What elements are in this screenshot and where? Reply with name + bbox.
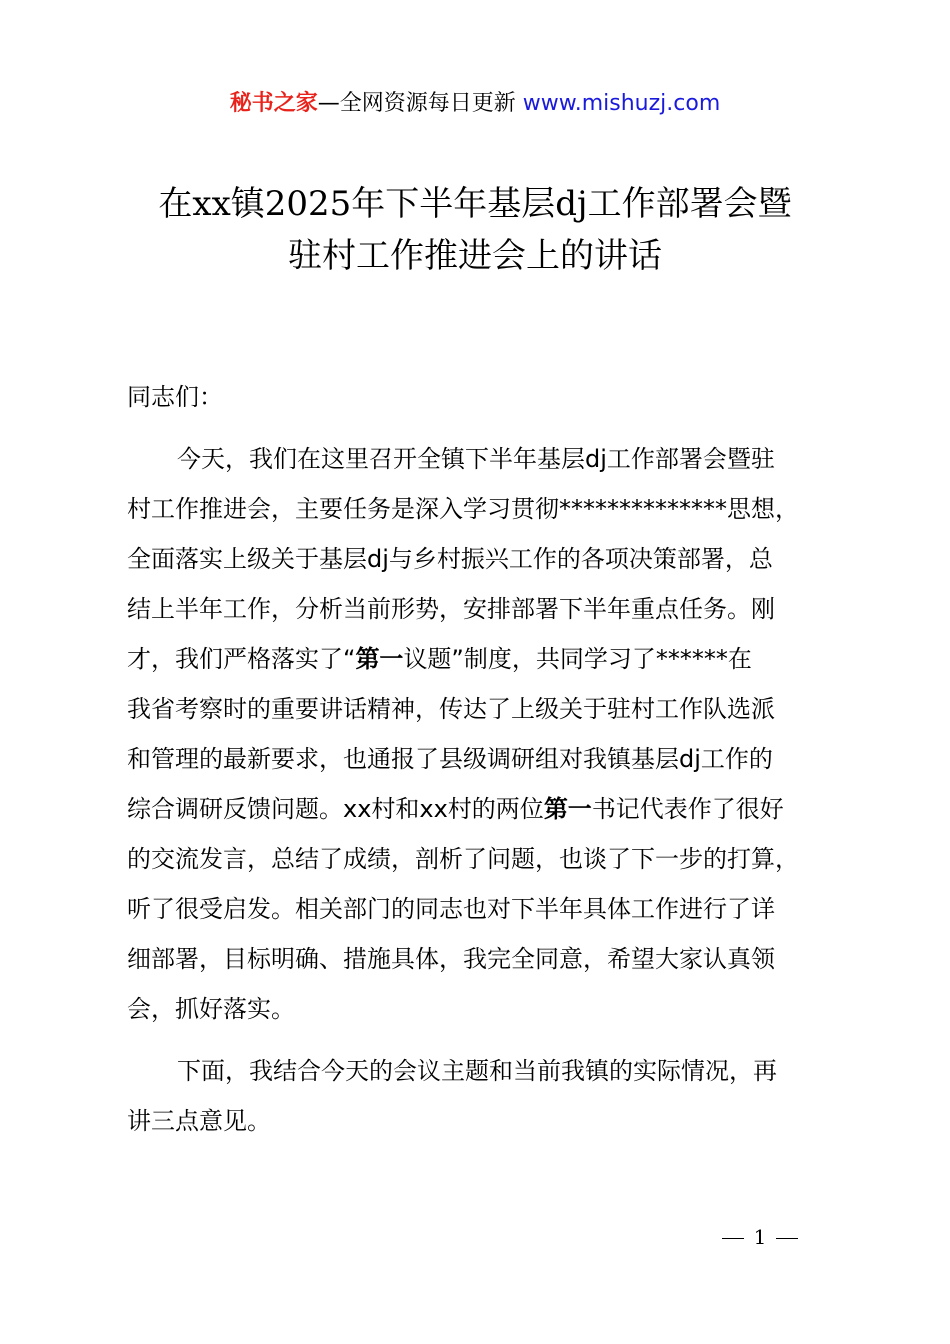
- paragraph-2: [127, 1046, 857, 1146]
- paragraph-line: 讲三点意见。: [127, 1107, 271, 1135]
- paragraph-line: 会，抓好落实。: [127, 995, 295, 1023]
- salutation: 同志们：: [127, 383, 223, 411]
- paragraph-line: 我省考察时的重要讲话精神，传达了上级关于驻村工作队选派: [127, 695, 775, 723]
- brand-name: 秘书之家: [229, 91, 318, 116]
- site-link[interactable]: www.mishuzj.com: [522, 91, 721, 116]
- paragraph-line: 才，我们严格落实了“第一议题”制度，共同学习了******在: [127, 645, 752, 673]
- paragraph-line: 结上半年工作，分析当前形势，安排部署下半年重点任务。刚: [127, 595, 775, 623]
- page-footer: [700, 1222, 820, 1252]
- header-tagline: —全网资源每日更新: [317, 91, 516, 116]
- paragraph-line: 和管理的最新要求，也通报了县级调研组对我镇基层dj工作的: [127, 745, 773, 773]
- paragraph-line: 听了很受启发。相关部门的同志也对下半年具体工作进行了详: [127, 895, 775, 923]
- paragraph-line: 细部署，目标明确、措施具体，我完全同意，希望大家认真领: [127, 945, 775, 973]
- paragraph-line: 的交流发言，总结了成绩，剖析了问题，也谈了下一步的打算，: [127, 845, 799, 873]
- page-number: 1: [753, 1225, 767, 1249]
- document-body: [127, 372, 857, 1158]
- emphasis-text: 第一: [355, 645, 404, 673]
- paragraph-1: [127, 434, 857, 1034]
- site-header: [0, 88, 950, 120]
- paragraph-line: 下面，我结合今天的会议主题和当前我镇的实际情况，再: [177, 1057, 777, 1085]
- paragraph-line: 综合调研反馈问题。xx村和xx村的两位第一书记代表作了很好: [127, 795, 784, 823]
- title-line-2: 驻村工作推进会上的讲话: [288, 236, 662, 276]
- title-line-1: 在xx镇2025年下半年基层dj工作部署会暨: [158, 184, 792, 224]
- footer-dash-left: [722, 1238, 744, 1239]
- paragraph-line: 全面落实上级关于基层dj与乡村振兴工作的各项决策部署，总: [127, 545, 773, 573]
- paragraph-line: 村工作推进会，主要任务是深入学习贯彻**************思想，: [127, 495, 799, 523]
- emphasis-text: 第一: [543, 795, 592, 823]
- paragraph-line: 今天，我们在这里召开全镇下半年基层dj工作部署会暨驻: [177, 445, 775, 473]
- footer-dash-right: [776, 1238, 798, 1239]
- document-title: [0, 178, 950, 282]
